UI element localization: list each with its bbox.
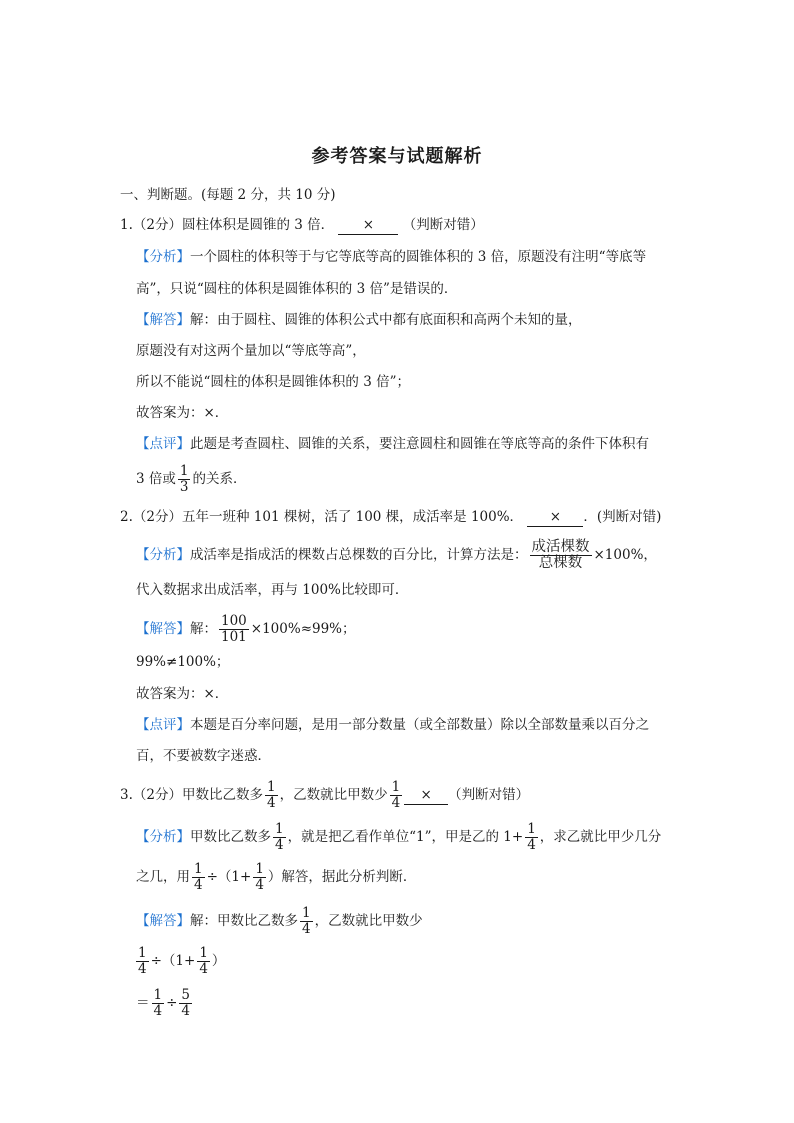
q1-comment — [136, 434, 649, 454]
fraction-one-quarter — [265, 780, 278, 811]
q1-solution-line-1: 解：由于圆柱、圆锥的体积公式中都有底面积和高两个未知的量， — [190, 312, 582, 328]
q3-analysis-line-2 — [136, 862, 416, 893]
q2-analysis-line-1: 成活率是指成活的棵数占总棵数的百分比，计算方法是： — [190, 547, 528, 563]
q2-solution-calc: ×100%≈99%； — [250, 621, 356, 637]
fraction-one-quarter — [192, 862, 205, 893]
q2-analysis — [136, 540, 657, 571]
fraction-denominator: 3 — [179, 479, 189, 495]
fraction-denominator: 4 — [194, 877, 203, 893]
fraction-denominator: 4 — [255, 877, 264, 893]
fraction-one-quarter — [152, 988, 165, 1019]
q1-solution-line-2: 原题没有对这两个量加以“等底等高”， — [136, 343, 366, 359]
fraction-denominator: 4 — [181, 1003, 190, 1019]
q2-solution-prefix: 解： — [190, 621, 217, 637]
fraction-numerator: 100 — [221, 613, 247, 629]
section-heading: 一、判断题。(每题 2 分，共 10 分) — [120, 187, 336, 203]
fraction-one-quarter — [525, 822, 538, 853]
solution-tag: 【解答】 — [136, 312, 190, 328]
fraction-numerator: 1 — [275, 821, 284, 837]
q1-text: 1.（2分）圆柱体积是圆锥的 3 倍． — [120, 217, 335, 233]
q3-text-a: 3.（2分）甲数比乙数多 — [120, 787, 263, 803]
q1-analysis-line-2: 高”，只说“圆柱的体积是圆锥体积的 3 倍”是错误的． — [136, 281, 458, 297]
q2-text: 2.（2分）五年一班种 101 棵树，活了 100 棵，成活率是 100%． — [120, 509, 524, 525]
fraction-numerator: 5 — [181, 987, 190, 1003]
q3-step-1 — [136, 946, 225, 977]
q2-suffix: ．(判断对错) — [583, 509, 662, 525]
page-title: 参考答案与试题解析 — [311, 146, 483, 167]
q1-comment-line-2 — [136, 464, 246, 495]
fraction-numerator: 1 — [153, 987, 163, 1003]
fraction-one-quarter — [300, 906, 313, 937]
fraction-denominator: 4 — [275, 837, 284, 853]
q1-analysis-line-1: 一个圆柱的体积等于与它等底等高的圆锥体积的 3 倍，原题没有注明“等底等 — [190, 249, 647, 265]
fraction-numerator: 1 — [527, 821, 536, 837]
fraction-one-quarter — [136, 946, 149, 977]
q3-step-1-text-a: ÷（1+ — [150, 953, 196, 969]
fraction-numerator: 1 — [266, 779, 276, 795]
q1-comment-text-a: 3 倍或 — [136, 471, 176, 487]
question-2 — [120, 507, 661, 527]
q3-analysis-text-a: 甲数比乙数多 — [190, 829, 271, 845]
q1-comment-line-1: 此题是考查圆柱、圆锥的关系，要注意圆柱和圆锥在等底等高的条件下体积有 — [190, 436, 649, 452]
fraction-denominator: 4 — [527, 837, 536, 853]
q3-answer-blank: × — [404, 787, 448, 805]
q3-analysis-text-b: ，就是把乙看作单位“1”，甲是乙的 1+ — [287, 829, 524, 845]
q1-suffix: （判断对错） — [402, 217, 484, 233]
equals-sign: ＝ — [136, 995, 150, 1011]
fraction-one-quarter — [273, 822, 286, 853]
fraction-numerator: 1 — [179, 463, 189, 479]
fraction-denominator: 4 — [153, 1003, 163, 1019]
q1-solution-line-3: 所以不能说“圆柱的体积是圆锥体积的 3 倍”； — [136, 374, 410, 390]
q1-solution-line-4: 故答案为：×． — [136, 405, 229, 421]
fraction-denominator: 4 — [138, 961, 147, 977]
fraction-numerator: 1 — [255, 861, 264, 877]
q2-solution — [136, 614, 356, 645]
formula-fraction — [530, 540, 592, 571]
q2-answer-blank: × — [527, 509, 583, 527]
q1-comment-text-b: 的关系． — [192, 471, 247, 487]
fraction-numerator: 1 — [138, 945, 147, 961]
q2-comment — [136, 715, 649, 735]
q3-step-2 — [136, 988, 194, 1019]
question-3 — [120, 780, 529, 811]
division-sign: ÷ — [166, 995, 178, 1011]
comment-tag: 【点评】 — [136, 436, 190, 452]
question-1 — [120, 215, 484, 235]
formula-numerator: 成活棵数 — [531, 539, 590, 555]
q3-solution-text-b: ，乙数就比甲数少 — [314, 913, 423, 929]
comment-tag: 【点评】 — [136, 717, 190, 733]
q2-solution-line-2: 99%≠100%； — [136, 654, 230, 670]
fraction-one-quarter — [253, 862, 266, 893]
q1-analysis — [136, 247, 646, 267]
q3-analysis-text-c: ，求乙就比甲少几分 — [539, 829, 662, 845]
q2-comment-line-1: 本题是百分率问题，是用一部分数量（或全部数量）除以全部数量乘以百分之 — [190, 717, 649, 733]
q2-solution-line-3: 故答案为：×． — [136, 686, 229, 702]
q2-comment-line-2: 百，不要被数字迷惑． — [136, 748, 271, 764]
fraction-denominator: 101 — [221, 629, 247, 645]
solution-tag: 【解答】 — [136, 913, 190, 929]
fraction-denominator: 4 — [266, 795, 276, 811]
q3-text-b: ，乙数就比甲数少 — [279, 787, 388, 803]
q3-analysis-text-d: 之几，用 — [136, 869, 190, 885]
q2-analysis-line-2: 代入数据求出成活率，再与 100%比较即可． — [136, 582, 409, 598]
q3-step-1-text-b: ） — [211, 953, 226, 969]
fraction-numerator: 1 — [302, 905, 311, 921]
q3-solution-text-a: 解：甲数比乙数多 — [190, 913, 298, 929]
fraction-one-third — [178, 464, 191, 495]
q3-analysis-text-f: ）解答，据此分析判断． — [267, 869, 417, 885]
q3-analysis-text-e: ÷（1+ — [206, 869, 252, 885]
fraction-one-quarter — [390, 780, 403, 811]
q3-analysis — [136, 822, 661, 853]
fraction-numerator: 1 — [194, 861, 203, 877]
q3-solution — [136, 906, 423, 937]
fraction-numerator: 1 — [391, 779, 401, 795]
formula-tail: ×100%， — [593, 547, 657, 563]
fraction-denominator: 4 — [391, 795, 401, 811]
fraction-100-101 — [219, 614, 249, 645]
fraction-one-quarter — [197, 946, 210, 977]
q3-suffix: （判断对错） — [448, 787, 530, 803]
analysis-tag: 【分析】 — [136, 547, 190, 563]
solution-tag: 【解答】 — [136, 621, 190, 637]
fraction-denominator: 4 — [199, 961, 208, 977]
analysis-tag: 【分析】 — [136, 249, 190, 265]
q1-solution — [136, 310, 582, 330]
fraction-numerator: 1 — [199, 945, 208, 961]
formula-denominator: 总棵数 — [538, 555, 583, 571]
q1-answer-blank: × — [338, 217, 398, 235]
fraction-denominator: 4 — [302, 921, 311, 937]
fraction-five-quarters — [179, 988, 192, 1019]
analysis-tag: 【分析】 — [136, 829, 190, 845]
